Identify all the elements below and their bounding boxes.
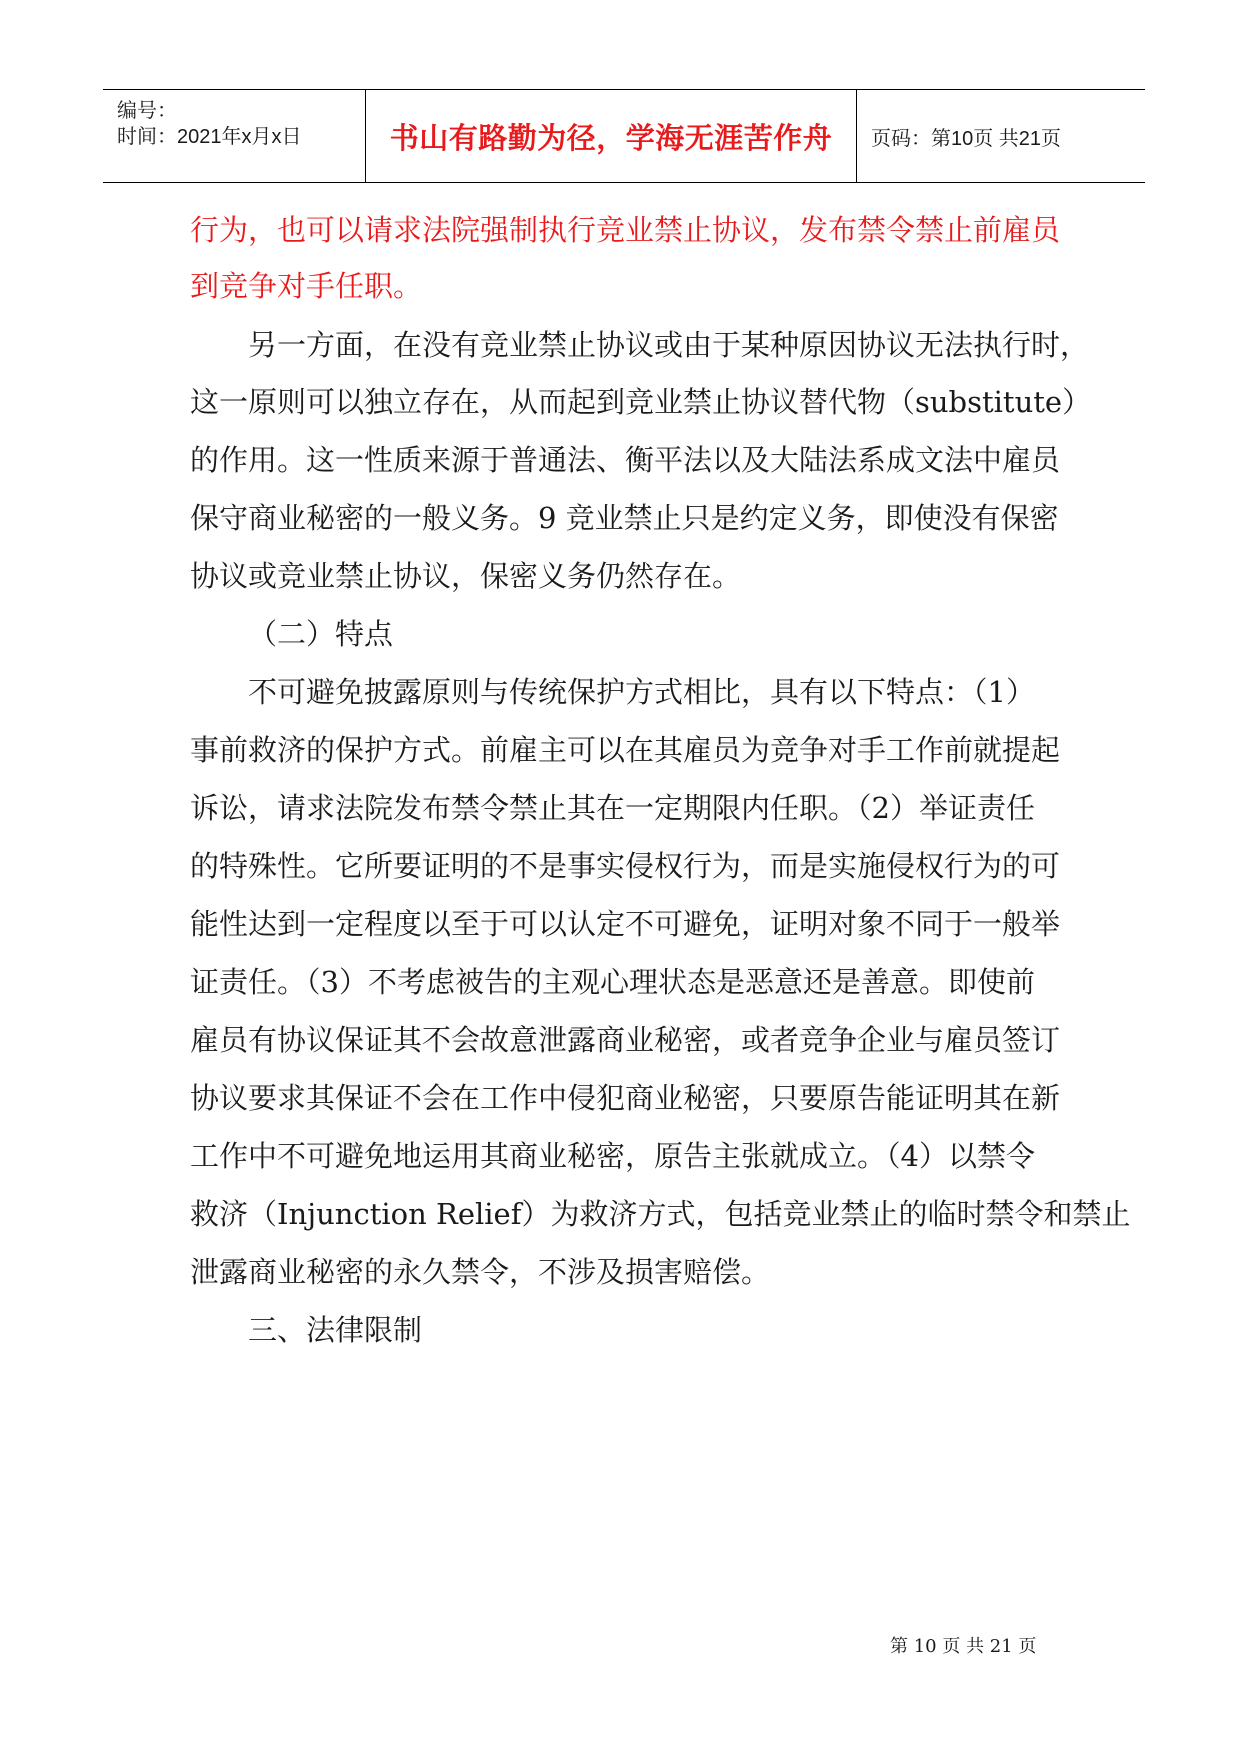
page-footer: 第 10 页 共 21 页 — [890, 1636, 1037, 1657]
body-line: 协议要求其保证不会在工作中侵犯商业秘密，只要原告能证明其在新 — [190, 1081, 1061, 1115]
body-line: 另一方面，在没有竞业禁止协议或由于某种原因协议无法执行时， — [248, 328, 1090, 362]
body-line: 诉讼，请求法院发布禁令禁止其在一定期限内任职。（2）举证责任 — [190, 791, 1035, 825]
body-line: 不可避免披露原则与传统保护方式相比，具有以下特点：（1） — [248, 675, 1035, 709]
body-line: 救济（Injunction Relief）为救济方式，包括竞业禁止的临时禁令和禁止 — [190, 1197, 1131, 1231]
body-line: 的作用。这一性质来源于普通法、衡平法以及大陆法系成文法中雇员 — [190, 443, 1061, 477]
body-line: 证责任。（3）不考虑被告的主观心理状态是恶意还是善意。即使前 — [190, 965, 1035, 999]
header-page-info: 页码：第10页 共21页 — [871, 127, 1062, 150]
body-line: 行为，也可以请求法院强制执行竞业禁止协议，发布禁令禁止前雇员 — [190, 213, 1061, 247]
header-motto: 书山有路勤为径，学海无涯苦作舟 — [366, 90, 857, 182]
body-line: 到竞争对手任职。 — [190, 269, 423, 303]
page-header — [103, 89, 1145, 183]
section-heading: （二）特点 — [248, 617, 394, 651]
body-line: 保守商业秘密的一般义务。9 竞业禁止只是约定义务，即使没有保密 — [190, 501, 1059, 535]
body-line: 工作中不可避免地运用其商业秘密，原告主张就成立。（4）以禁令 — [190, 1139, 1035, 1173]
body-line: 泄露商业秘密的永久禁令，不涉及损害赔偿。 — [190, 1255, 771, 1289]
body-line: 协议或竞业禁止协议，保密义务仍然存在。 — [190, 559, 742, 593]
serial-label: 编号： — [117, 100, 177, 122]
header-meta-cell — [103, 90, 366, 182]
time-label: 时间：2021年x月x日 — [117, 126, 302, 148]
body-line: 的特殊性。它所要证明的不是事实侵权行为，而是实施侵权行为的可 — [190, 849, 1061, 883]
body-line: 雇员有协议保证其不会故意泄露商业秘密，或者竞争企业与雇员签订 — [190, 1023, 1061, 1057]
body-line: 能性达到一定程度以至于可以认定不可避免，证明对象不同于一般举 — [190, 907, 1061, 941]
section-heading: 三、法律限制 — [248, 1313, 423, 1347]
body-line: 事前救济的保护方式。前雇主可以在其雇员为竞争对手工作前就提起 — [190, 733, 1061, 767]
body-line: 这一原则可以独立存在，从而起到竞业禁止协议替代物（substitute） — [190, 385, 1092, 419]
